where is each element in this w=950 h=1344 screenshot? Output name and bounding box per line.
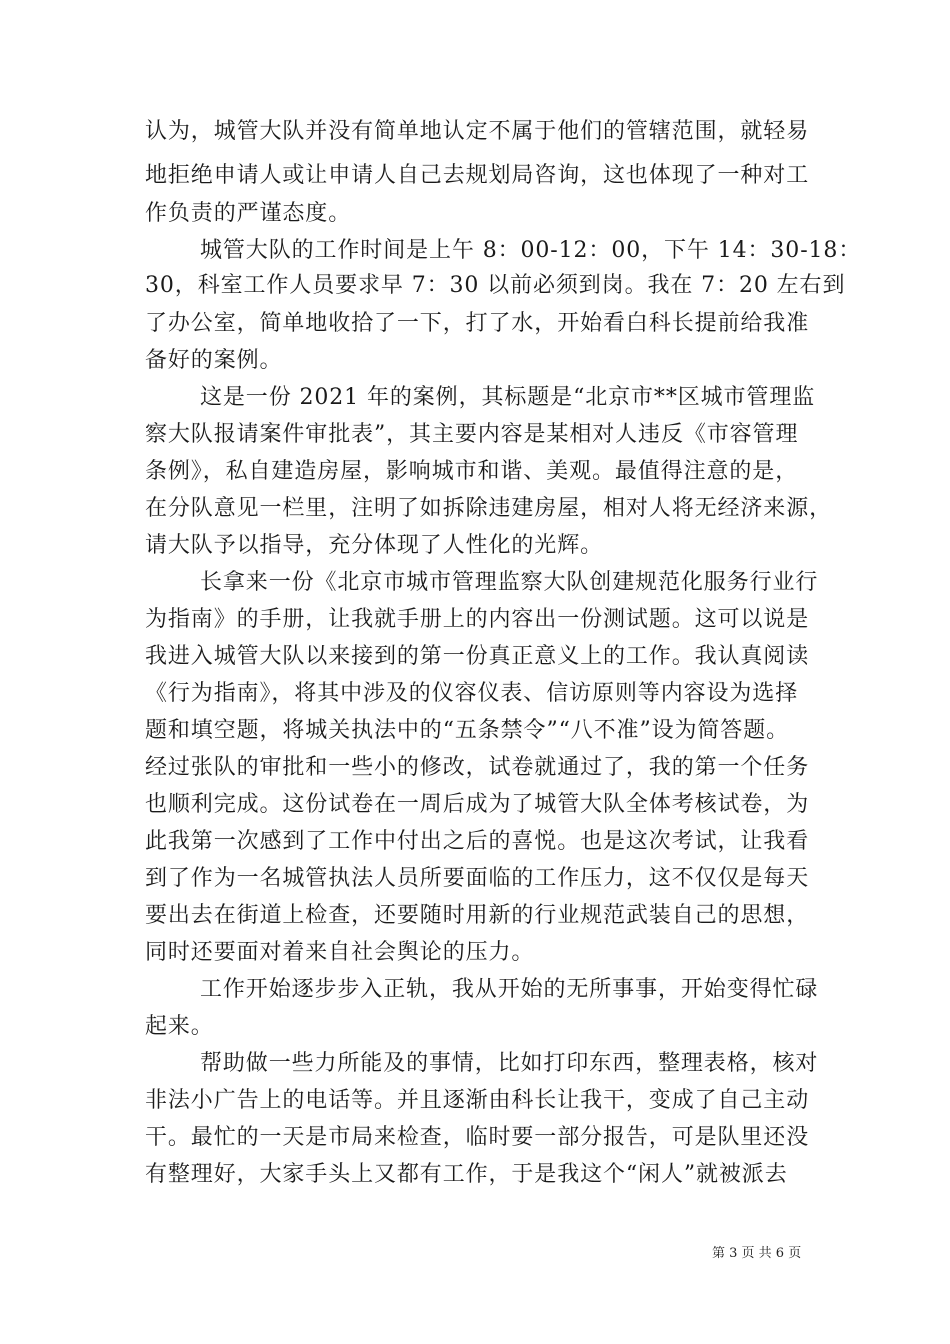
text-line: 要出去在街道上检查，还要随时用新的行业规范武装自己的思想， [145, 903, 810, 928]
text-line: 在分队意见一栏里，注明了如拆除违建房屋，相对人将无经济来源， [145, 496, 833, 521]
text-line: 此我第一次感到了工作中付出之后的喜悦。也是这次考试，让我看 [145, 829, 810, 854]
text-line: 工作开始逐步步入正轨，我从开始的无所事事，开始变得忙碌 [200, 977, 819, 1002]
text-line: 备好的案例。 [145, 348, 283, 373]
text-line: 起来。 [145, 1014, 214, 1039]
text-line: 长拿来一份《北京市城市管理监察大队创建规范化服务行业行 [200, 570, 819, 595]
text-line: 《行为指南》，将其中涉及的仪容仪表、信访原则等内容设为选择 [145, 681, 799, 706]
text-line: 地拒绝申请人或让申请人自己去规划局咨询，这也体现了一种对工 [145, 163, 810, 188]
text-line: 题和填空题，将城关执法中的“五条禁令”“八不准”设为简答题。 [145, 718, 789, 743]
text-line: 认为，城管大队并没有简单地认定不属于他们的管辖范围，就轻易 [145, 119, 810, 144]
text-line: 作负责的严谨态度。 [145, 201, 352, 226]
text-line: 城管大队的工作时间是上午 8：00-12：00，下午 14：30-18： [200, 238, 862, 263]
text-line: 同时还要面对着来自社会舆论的压力。 [145, 940, 535, 965]
text-line: 帮助做一些力所能及的事情，比如打印东西，整理表格，核对 [200, 1051, 819, 1076]
text-line: 为指南》的手册，让我就手册上的内容出一份测试题。这可以说是 [145, 607, 810, 632]
text-line: 30，科室工作人员要求早 7：30 以前必须到岗。我在 7：20 左右到 [145, 273, 846, 298]
text-line: 非法小广告上的电话等。并且逐渐由科长让我干，变成了自己主动 [145, 1088, 810, 1113]
text-line: 了办公室，简单地收拾了一下，打了水，开始看白科长提前给我准 [145, 311, 810, 336]
text-line: 条例》，私自建造房屋，影响城市和谐、美观。最值得注意的是， [145, 459, 799, 484]
text-line: 也顺利完成。这份试卷在一周后成为了城管大队全体考核试卷，为 [145, 792, 810, 817]
page-number-footer: 第 3 页 共 6 页 [712, 1246, 802, 1261]
text-line: 到了作为一名城管执法人员所要面临的工作压力，这不仅仅是每天 [145, 866, 810, 891]
text-line: 有整理好，大家手头上又都有工作，于是我这个“闲人”就被派去 [145, 1162, 788, 1187]
text-line: 我进入城管大队以来接到的第一份真正意义上的工作。我认真阅读 [145, 644, 810, 669]
text-line: 干。最忙的一天是市局来检查，临时要一部分报告，可是队里还没 [145, 1125, 810, 1150]
text-line: 察大队报请案件审批表”，其主要内容是某相对人违反《市容管理 [145, 422, 799, 447]
text-line: 经过张队的审批和一些小的修改，试卷就通过了，我的第一个任务 [145, 755, 810, 780]
text-line: 这是一份 2021 年的案例，其标题是“北京市**区城市管理监 [200, 385, 816, 410]
text-line: 请大队予以指导，充分体现了人性化的光辉。 [145, 533, 604, 558]
